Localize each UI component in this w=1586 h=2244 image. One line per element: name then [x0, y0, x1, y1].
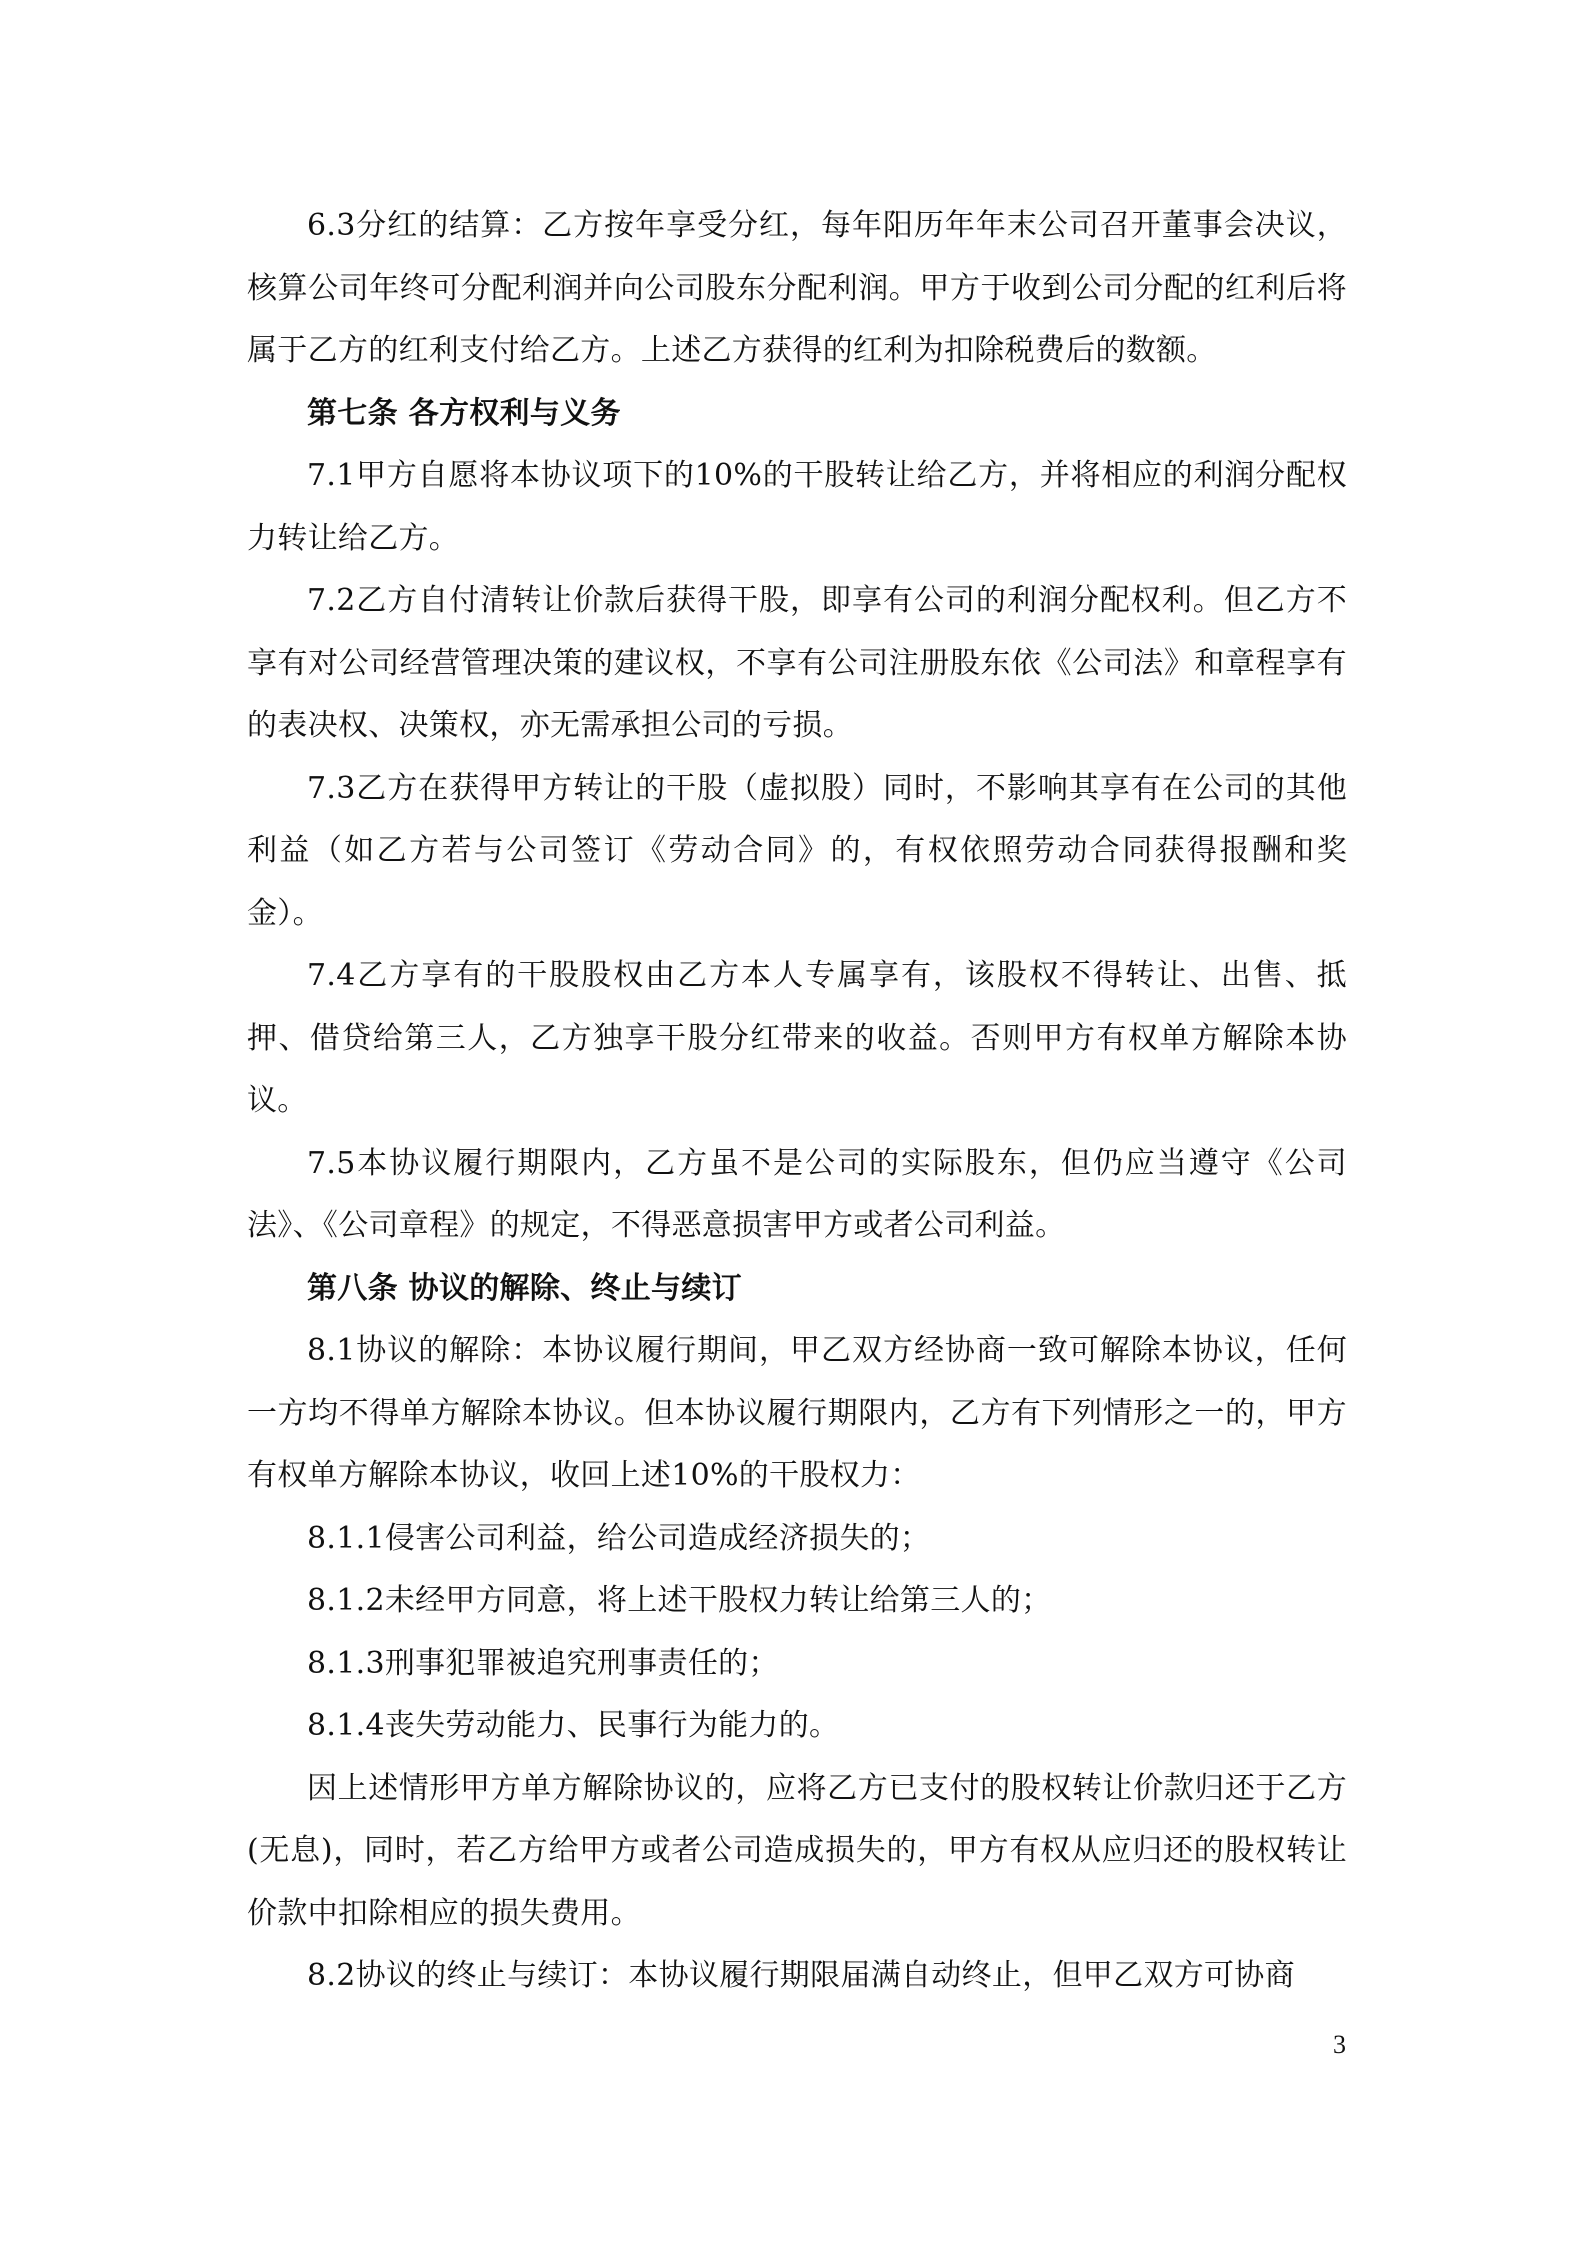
paragraph-7-2: 7.2乙方自付清转让价款后获得干股，即享有公司的利润分配权利。但乙方不享有对公司经营管理决策的建议权，不享有公司注册股东依《公司法》和章程享有的表决权、决策权，亦无需承担公司的亏损。: [247, 583, 1347, 743]
page-number: 3: [1333, 2030, 1346, 2059]
paragraph-7-1: 7.1甲方自愿将本协议项下的10%的干股转让给乙方，并将相应的利润分配权力转让给乙方。: [247, 458, 1347, 556]
paragraph-8-1-3: 8.1.3刑事犯罪被追究刑事责任的；: [307, 1645, 779, 1681]
paragraph-6-3: 6.3分红的结算：乙方按年享受分红，每年阳历年年末公司召开董事会决议，核算公司年终可分配利润并向公司股东分配利润。甲方于收到公司分配的红利后将属于乙方的红利支付给乙方。上述乙方获得的红利为扣除税费后的数额。: [247, 208, 1347, 368]
paragraph-8-1: 8.1协议的解除：本协议履行期间，甲乙双方经协商一致可解除本协议，任何一方均不得单方解除本协议。但本协议履行期限内，乙方有下列情形之一的，甲方有权单方解除本协议，收回上述10%的干股权力：: [247, 1333, 1347, 1493]
paragraph-7-4: 7.4乙方享有的干股股权由乙方本人专属享有，该股权不得转让、出售、抵押、借贷给第三人，乙方独享干股分红带来的收益。否则甲方有权单方解除本协议。: [247, 958, 1347, 1118]
paragraph-termination-consequence: 因上述情形甲方单方解除协议的，应将乙方已支付的股权转让价款归还于乙方(无息)，同时，若乙方给甲方或者公司造成损失的，甲方有权从应归还的股权转让价款中扣除相应的损失费用。: [247, 1770, 1347, 1931]
paragraph-8-2: 8.2协议的终止与续订：本协议履行期限届满自动终止，但甲乙双方可协商: [307, 1958, 1295, 1993]
heading-article-7: 第七条 各方权利与义务: [307, 395, 621, 431]
paragraph-7-5: 7.5本协议履行期限内，乙方虽不是公司的实际股东，但仍应当遵守《公司法》、《公司章程》的规定，不得恶意损害甲方或者公司利益。: [247, 1145, 1347, 1243]
document-body: [247, 195, 1347, 2008]
paragraph-8-1-1: 8.1.1侵害公司利益，给公司造成经济损失的；: [307, 1520, 931, 1556]
heading-article-8: 第八条 协议的解除、终止与续订: [307, 1270, 742, 1306]
paragraph-7-3: 7.3乙方在获得甲方转让的干股（虚拟股）同时，不影响其享有在公司的其他利益（如乙方若与公司签订《劳动合同》的，有权依照劳动合同获得报酬和奖金）。: [247, 770, 1347, 931]
paragraph-8-1-4: 8.1.4丧失劳动能力、民事行为能力的。: [307, 1708, 840, 1743]
paragraph-8-1-2: 8.1.2未经甲方同意，将上述干股权力转让给第三人的；: [307, 1583, 1052, 1618]
